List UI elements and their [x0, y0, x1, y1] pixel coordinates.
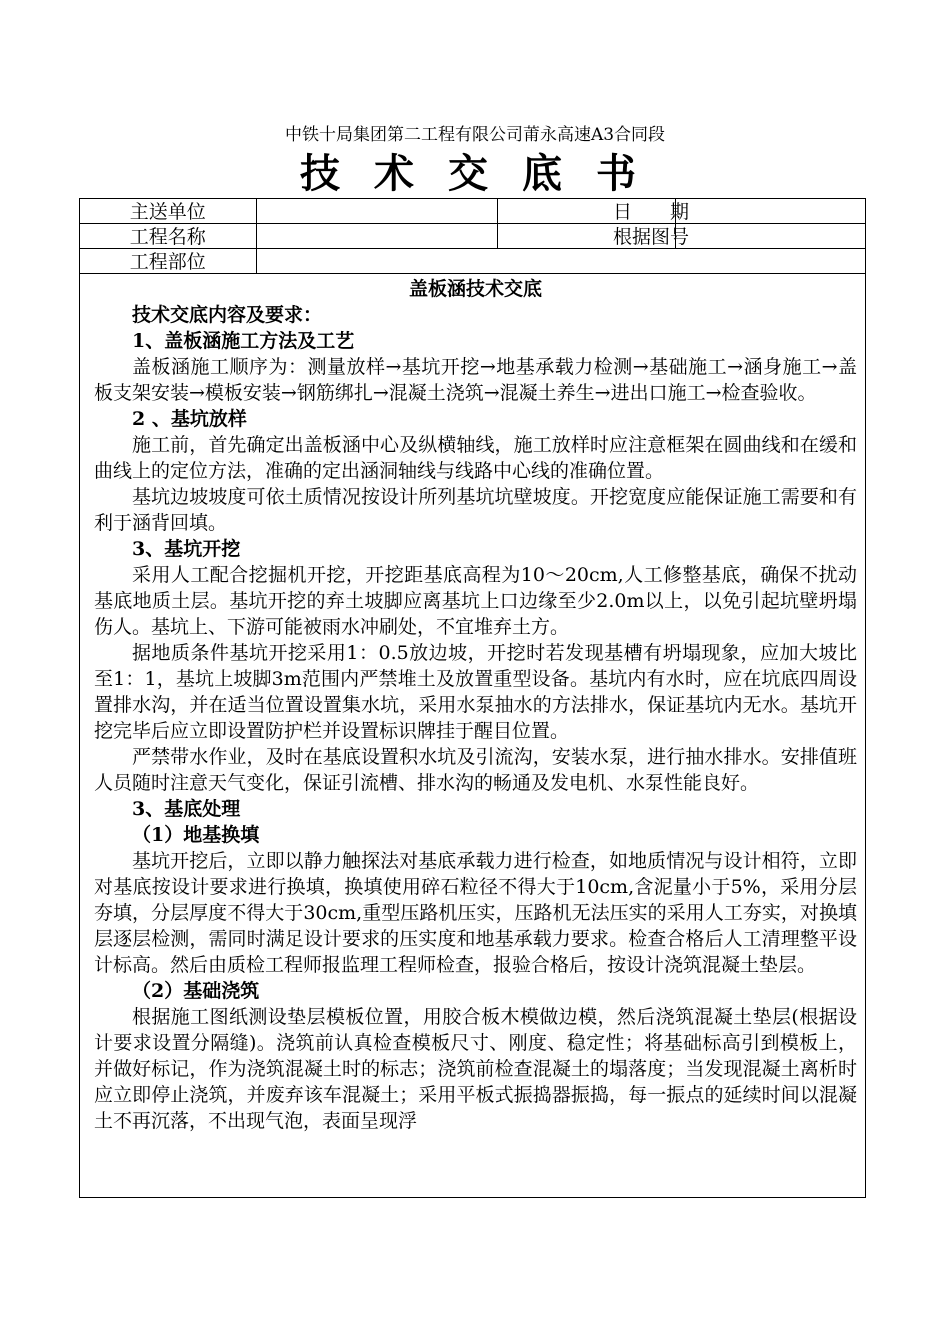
heading-base-treatment: 3、基底处理	[132, 798, 241, 820]
disclosure-content	[80, 274, 865, 1134]
project-part-label: 工程部位	[80, 249, 256, 274]
info-row-send-unit	[80, 199, 865, 224]
send-unit-label: 主送单位	[80, 199, 256, 224]
project-name-label: 工程名称	[80, 224, 256, 249]
date-value	[675, 199, 865, 224]
info-row-project-part	[80, 249, 865, 274]
paragraph-replacement: 基坑开挖后，立即以静力触探法对基底承载力进行检查，如地质情况与设计相符，立即对基底按设计要求进行换填，换填使用碎石粒径不得大于10cm,含泥量小于5%，采用分层夯填，分层厚度不得大于30cm,重型压路机压实，压路机无法压实的采用人工夯实，对换填层逐层检测，需同时满足设计要求的压实度和地基承载力要求。检查合格后人工清理整平设计标高。然后由质检工程师报监理工程师检查，报验合格后，按设计浇筑混凝土垫层。	[94, 850, 857, 976]
paragraph-layout-axes: 施工前，首先确定出盖板涵中心及纵横轴线，施工放样时应注意框架在圆曲线和在缓和曲线上的定位方法，准确的定出涵洞轴线与线路中心线的准确位置。	[94, 434, 857, 482]
paragraph-slope: 基坑边坡坡度可依土质情况按设计所列基坑坑壁坡度。开挖宽度应能保证施工需要和有利于涵背回填。	[94, 486, 857, 534]
document-title: 技术交底书	[300, 150, 670, 197]
intro-heading: 技术交底内容及要求：	[132, 304, 323, 326]
heading-pit-layout: 2 、基坑放样	[132, 408, 247, 430]
drawing-no-label: 根据图号	[613, 224, 675, 249]
paragraph-pouring: 根据施工图纸测设垫层模板位置，用胶合板木模做边模，然后浇筑混凝土垫层(根据设计要求设置分隔缝)。浇筑前认真检查模板尺寸、刚度、稳定性；将基础标高引到模板上，并做好标记，作为浇筑混凝土时的标志；浇筑前检查混凝土的塌落度；当发现混凝土离析时应立即停止浇筑，并废弃该车混凝土；采用平板式振捣器振捣，每一振点的延续时间以混凝土不再沉落，不出现气泡，表面呈现浮	[94, 1006, 857, 1132]
drawing-no-value	[675, 224, 865, 249]
info-row-project-name	[80, 224, 865, 249]
paragraph-slope-drainage: 据地质条件基坑开挖采用1：0.5放边坡，开挖时若发现基槽有坍塌现象，应加大坡比至1：1，基坑上坡脚3m范围内严禁堆土及放置重型设备。基坑内有水时，应在坑底四周设置排水沟，并在适当位置设置集水坑，采用水泵抽水的方法排水，保证基坑内无水。基坑开挖完毕后应立即设置防护栏并设置标识牌挂于醒目位置。	[94, 642, 857, 742]
company-name: 中铁十局集团第二工程有限公司莆永高速A3合同段	[284, 125, 666, 145]
project-part-value	[256, 249, 865, 274]
heading-construction-method: 1、盖板涵施工方法及工艺	[132, 330, 355, 352]
project-name-value	[256, 224, 497, 249]
date-label: 日 期	[613, 201, 690, 223]
paragraph-sequence: 盖板涵施工顺序为：测量放样→基坑开挖→地基承载力检测→基础施工→涵身施工→盖板支架安装→模板安装→钢筋绑扎→混凝土浇筑→混凝土养生→进出口施工→检查验收。	[94, 356, 857, 404]
disclosure-form	[79, 198, 866, 1198]
heading-foundation-pouring: （2）基础浇筑	[132, 980, 260, 1002]
send-unit-value	[256, 199, 497, 224]
info-table	[80, 199, 865, 274]
paragraph-excavation-method: 采用人工配合挖掘机开挖，开挖距基底高程为10～20cm,人工修整基底，确保不扰动基底地质土层。基坑开挖的弃土坡脚应离基坑上口边缘至少2.0m以上，以免引起坑壁坍塌伤人。基坑上、下游可能被雨水冲刷处，不宜堆弃土方。	[94, 564, 857, 638]
heading-pit-excavation: 3、基坑开挖	[132, 538, 241, 560]
paragraph-no-water-work: 严禁带水作业，及时在基底设置积水坑及引流沟，安装水泵，进行抽水排水。安排值班人员随时注意天气变化，保证引流槽、排水沟的畅通及发电机、水泵性能良好。	[94, 746, 857, 794]
heading-foundation-replacement: （1）地基换填	[132, 824, 260, 846]
section-title: 盖板涵技术交底	[408, 278, 542, 300]
